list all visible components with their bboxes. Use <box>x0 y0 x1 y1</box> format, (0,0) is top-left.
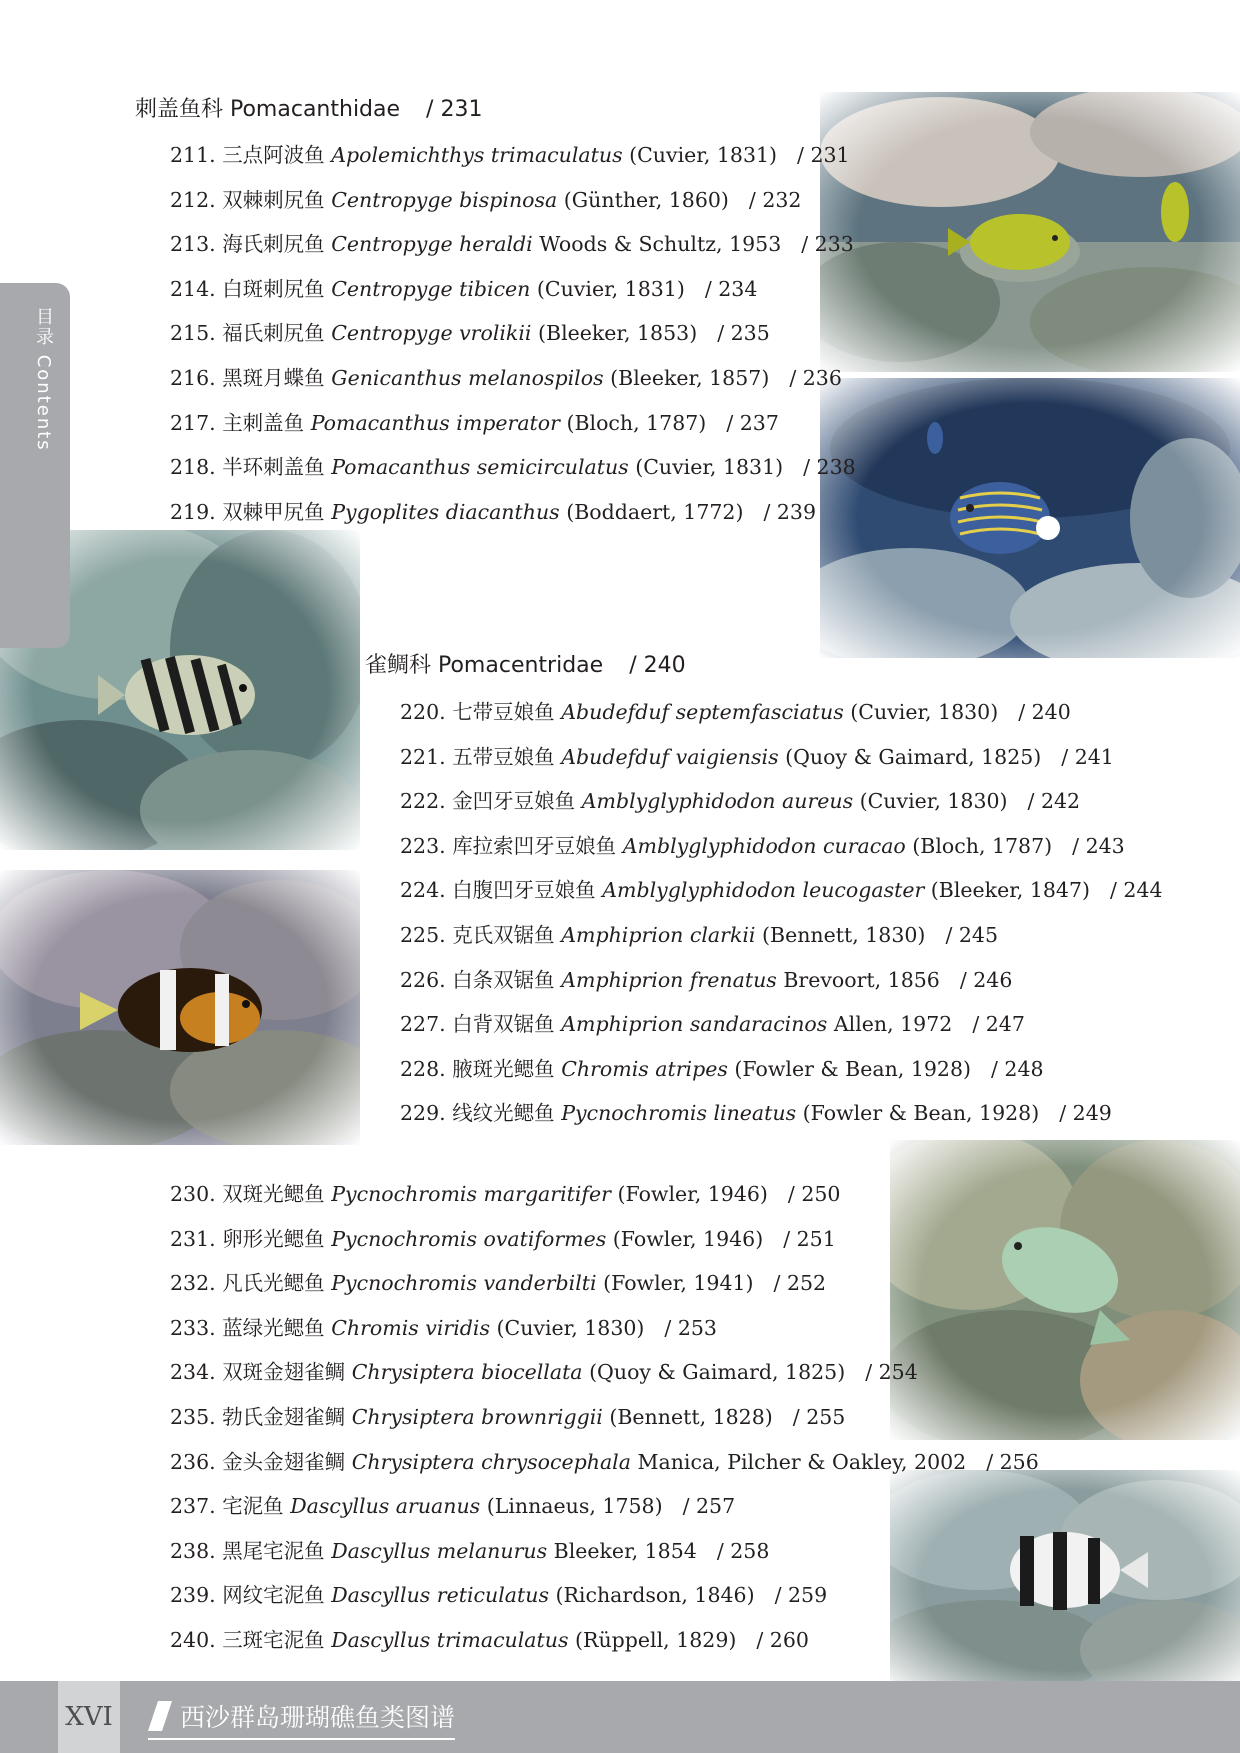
entry-number: 214. <box>170 276 216 301</box>
entry-author: (Cuvier, 1830) <box>859 789 1008 814</box>
entry-page: / 243 <box>1072 833 1125 858</box>
entry-chinese-name: 蓝绿光鳃鱼 <box>222 1315 325 1340</box>
toc-entry[interactable] <box>400 1047 1163 1092</box>
toc-entry[interactable] <box>170 1529 1039 1574</box>
entry-author: Woods & Schultz, 1953 <box>539 232 782 257</box>
entry-scientific-name: Centropyge bispinosa <box>331 187 558 212</box>
entry-page: / 253 <box>664 1315 717 1340</box>
entry-chinese-name: 双棘刺尻鱼 <box>222 187 325 212</box>
entry-scientific-name: Pycnochromis margaritifer <box>331 1182 611 1206</box>
entry-author: (Boddaert, 1772) <box>566 499 744 524</box>
entry-scientific-name: Abudefduf vaigiensis <box>561 744 779 769</box>
toc-entry[interactable] <box>400 735 1163 780</box>
family-name: 雀鲷科 Pomacentridae <box>365 653 604 678</box>
entry-page: / 248 <box>991 1056 1044 1081</box>
entry-number: 228. <box>400 1056 446 1081</box>
entry-number: 239. <box>170 1583 216 1608</box>
entry-chinese-name: 三点阿波鱼 <box>222 143 325 167</box>
entry-chinese-name: 双斑金翅雀鲷 <box>222 1360 346 1385</box>
entry-scientific-name: Pygoplites diacanthus <box>331 499 560 524</box>
family-heading-pomacentridae <box>365 648 686 679</box>
toc-entry[interactable] <box>170 133 856 178</box>
entry-author: (Fowler & Bean, 1928) <box>802 1101 1040 1126</box>
entry-chinese-name: 主刺盖鱼 <box>222 410 305 435</box>
entry-scientific-name: Amphiprion sandaracinos <box>561 1012 828 1037</box>
entry-scientific-name: Centropyge heraldi <box>331 232 533 257</box>
entry-author: (Fowler, 1946) <box>617 1182 768 1206</box>
entry-scientific-name: Amblyglyphidodon leucogaster <box>602 878 925 903</box>
entry-scientific-name: Amblyglyphidodon curacao <box>622 833 906 858</box>
entry-scientific-name: Chromis atripes <box>561 1056 728 1081</box>
toc-entry[interactable] <box>400 958 1163 1003</box>
entry-page: / 239 <box>763 499 817 524</box>
toc-entry[interactable] <box>170 1306 1039 1351</box>
entry-scientific-name: Centropyge vrolikii <box>331 321 532 346</box>
entry-scientific-name: Abudefduf septemfasciatus <box>561 700 844 724</box>
entry-author: Brevoort, 1856 <box>783 967 940 992</box>
entry-page: / 232 <box>748 187 802 212</box>
entry-chinese-name: 线纹光鳃鱼 <box>452 1101 555 1126</box>
entry-page: / 251 <box>783 1226 836 1251</box>
toc-entry[interactable] <box>170 1618 1039 1663</box>
toc-entry[interactable] <box>170 356 856 401</box>
entry-scientific-name: Chrysiptera chrysocephala <box>351 1449 631 1474</box>
toc-entry[interactable] <box>170 1440 1039 1485</box>
entry-scientific-name: Amblyglyphidodon aureus <box>581 789 854 814</box>
entry-number: 219. <box>170 499 216 524</box>
toc-entry[interactable] <box>170 1484 1039 1529</box>
entry-page: / 231 <box>797 143 850 167</box>
entry-number: 211. <box>170 143 216 167</box>
entry-chinese-name: 五带豆娘鱼 <box>452 744 555 769</box>
photo-clownfish <box>0 870 360 1145</box>
entry-number: 217. <box>170 410 216 435</box>
entry-chinese-name: 凡氏光鳃鱼 <box>222 1271 325 1296</box>
entry-author: (Günther, 1860) <box>563 187 729 212</box>
entry-number: 236. <box>170 1449 216 1474</box>
family-name: 刺盖鱼科 Pomacanthidae <box>135 97 401 122</box>
entry-author: (Fowler, 1946) <box>612 1226 764 1251</box>
entry-scientific-name: Pomacanthus semicirculatus <box>331 455 629 480</box>
entry-page: / 258 <box>716 1538 770 1563</box>
book-title <box>148 1696 455 1740</box>
family-page: / 240 <box>629 653 686 678</box>
entry-author: (Bennett, 1830) <box>762 922 926 947</box>
entry-chinese-name: 金头金翅雀鲷 <box>222 1449 346 1474</box>
entry-number: 232. <box>170 1271 216 1296</box>
entry-scientific-name: Chromis viridis <box>331 1315 490 1340</box>
entry-number: 218. <box>170 455 216 480</box>
entry-chinese-name: 双斑光鳃鱼 <box>222 1182 325 1206</box>
entry-number: 231. <box>170 1226 216 1251</box>
entry-chinese-name: 腋斑光鳃鱼 <box>452 1056 555 1081</box>
entry-author: (Bleeker, 1847) <box>930 878 1090 903</box>
book-title-text: 西沙群岛珊瑚礁鱼类图谱 <box>180 1703 456 1732</box>
contents-side-tab <box>0 283 70 648</box>
entry-scientific-name: Pomacanthus imperator <box>310 410 560 435</box>
entry-page: / 240 <box>1018 700 1071 724</box>
toc-entry[interactable] <box>170 311 856 356</box>
entry-author: (Bloch, 1787) <box>566 410 707 435</box>
entry-page: / 233 <box>801 232 854 257</box>
family-heading-pomacanthidae <box>135 92 482 123</box>
entry-page: / 244 <box>1109 878 1163 903</box>
entry-author: (Richardson, 1846) <box>555 1583 755 1608</box>
entry-author: (Quoy & Gaimard, 1825) <box>785 744 1042 769</box>
entry-page: / 245 <box>945 922 998 947</box>
toc-entry[interactable] <box>170 1395 1039 1440</box>
toc-entry[interactable] <box>400 868 1163 913</box>
toc-entry[interactable] <box>170 267 856 312</box>
entry-page: / 259 <box>774 1583 828 1608</box>
toc-entry[interactable] <box>170 1350 1039 1395</box>
entry-scientific-name: Apolemichthys trimaculatus <box>331 143 623 167</box>
entry-number: 215. <box>170 321 216 346</box>
entry-author: (Bloch, 1787) <box>912 833 1053 858</box>
entry-chinese-name: 七带豆娘鱼 <box>452 700 555 724</box>
entry-page: / 249 <box>1059 1101 1112 1126</box>
entry-scientific-name: Chrysiptera biocellata <box>351 1360 583 1385</box>
entry-chinese-name: 双棘甲尻鱼 <box>222 499 325 524</box>
entry-scientific-name: Amphiprion clarkii <box>561 922 756 947</box>
entry-number: 233. <box>170 1315 216 1340</box>
page-folio: XVI <box>58 1681 120 1753</box>
entry-page: / 260 <box>756 1627 809 1652</box>
entry-chinese-name: 白腹凹牙豆娘鱼 <box>452 878 596 903</box>
entry-page: / 252 <box>773 1271 827 1296</box>
toc-entry[interactable] <box>400 690 1163 735</box>
entry-chinese-name: 网纹宅泥鱼 <box>222 1583 325 1608</box>
entry-chinese-name: 白斑刺尻鱼 <box>222 276 325 301</box>
toc-entry[interactable] <box>170 1573 1039 1618</box>
entry-number: 237. <box>170 1494 216 1519</box>
toc-entry[interactable] <box>170 1261 1039 1306</box>
photo-emperor-angelfish <box>820 378 1240 658</box>
entry-number: 230. <box>170 1182 216 1206</box>
entry-author: (Bennett, 1828) <box>609 1404 773 1429</box>
entry-chinese-name: 黑尾宅泥鱼 <box>222 1538 325 1563</box>
entry-author: (Cuvier, 1831) <box>635 455 784 480</box>
entry-number: 229. <box>400 1101 446 1126</box>
entry-scientific-name: Pycnochromis ovatiformes <box>331 1226 607 1251</box>
entry-number: 238. <box>170 1538 216 1563</box>
toc-entry[interactable] <box>170 445 856 490</box>
entry-author: (Cuvier, 1831) <box>629 143 778 167</box>
entry-page: / 236 <box>789 365 842 390</box>
entry-scientific-name: Dascyllus aruanus <box>290 1494 481 1519</box>
entry-author: (Bleeker, 1857) <box>610 365 770 390</box>
slash-mark-icon <box>148 1701 172 1731</box>
entry-page: / 247 <box>972 1012 1025 1037</box>
entry-chinese-name: 库拉索凹牙豆娘鱼 <box>452 833 617 858</box>
entry-author: (Cuvier, 1830) <box>496 1315 645 1340</box>
side-tab-label: 目录 Contents <box>33 307 54 452</box>
entry-number: 240. <box>170 1627 216 1652</box>
entry-number: 220. <box>400 700 446 724</box>
entry-page: / 238 <box>803 455 856 480</box>
entry-chinese-name: 白条双锯鱼 <box>452 967 555 992</box>
entry-page: / 256 <box>986 1449 1039 1474</box>
entry-number: 226. <box>400 967 446 992</box>
entry-scientific-name: Pycnochromis vanderbilti <box>331 1271 597 1296</box>
toc-entry[interactable] <box>170 222 856 267</box>
toc-entry[interactable] <box>170 178 856 223</box>
toc-entry[interactable] <box>400 913 1163 958</box>
entry-number: 227. <box>400 1012 446 1037</box>
entry-scientific-name: Genicanthus melanospilos <box>331 365 604 390</box>
entry-number: 225. <box>400 922 446 947</box>
entry-chinese-name: 白背双锯鱼 <box>452 1012 555 1037</box>
toc-entry[interactable] <box>170 1172 1039 1217</box>
entry-chinese-name: 海氏刺尻鱼 <box>222 232 325 257</box>
family-page: / 231 <box>426 97 483 122</box>
toc-entry[interactable] <box>400 824 1163 869</box>
entry-number: 221. <box>400 744 446 769</box>
toc-entry[interactable] <box>400 779 1163 824</box>
entry-chinese-name: 黑斑月蝶鱼 <box>222 365 325 390</box>
entry-author: Bleeker, 1854 <box>553 1538 697 1563</box>
entry-page: / 237 <box>726 410 779 435</box>
entry-number: 235. <box>170 1404 216 1429</box>
entry-scientific-name: Chrysiptera brownriggii <box>351 1404 603 1429</box>
entry-number: 222. <box>400 789 446 814</box>
entry-author: (Cuvier, 1831) <box>536 276 685 301</box>
entry-scientific-name: Pycnochromis lineatus <box>561 1101 797 1126</box>
entry-page: / 241 <box>1061 744 1114 769</box>
entry-page: / 242 <box>1027 789 1081 814</box>
entry-page: / 250 <box>787 1182 841 1206</box>
entry-chinese-name: 勃氏金翅雀鲷 <box>222 1404 346 1429</box>
entry-author: (Cuvier, 1830) <box>850 700 999 724</box>
entry-author: (Quoy & Gaimard, 1825) <box>589 1360 846 1385</box>
species-list-pomacanthidae <box>170 133 856 534</box>
entry-page: / 246 <box>959 967 1013 992</box>
toc-entry[interactable] <box>400 1091 1163 1136</box>
photo-yellow-angelfish <box>820 92 1240 372</box>
entry-author: Manica, Pilcher & Oakley, 2002 <box>637 1449 967 1474</box>
toc-entry[interactable] <box>400 1002 1163 1047</box>
entry-scientific-name: Dascyllus reticulatus <box>331 1583 549 1608</box>
toc-entry[interactable] <box>170 401 856 446</box>
entry-page: / 254 <box>865 1360 918 1385</box>
entry-chinese-name: 福氏刺尻鱼 <box>222 321 325 346</box>
entry-page: / 257 <box>682 1494 736 1519</box>
entry-author: (Fowler, 1941) <box>603 1271 754 1296</box>
entry-author: (Rüppell, 1829) <box>575 1627 737 1652</box>
entry-author: (Fowler & Bean, 1928) <box>734 1056 971 1081</box>
entry-author: Allen, 1972 <box>833 1012 953 1037</box>
toc-entry[interactable] <box>170 490 856 535</box>
entry-scientific-name: Dascyllus melanurus <box>331 1538 548 1563</box>
entry-page: / 235 <box>717 321 770 346</box>
entry-number: 213. <box>170 232 216 257</box>
entry-author: (Linnaeus, 1758) <box>486 1494 663 1519</box>
entry-number: 223. <box>400 833 446 858</box>
entry-chinese-name: 半环刺盖鱼 <box>222 455 325 480</box>
species-list-pomacentridae-continued <box>170 1172 1039 1663</box>
toc-entry[interactable] <box>170 1217 1039 1262</box>
entry-chinese-name: 卵形光鳃鱼 <box>222 1226 325 1251</box>
entry-chinese-name: 三斑宅泥鱼 <box>222 1627 325 1652</box>
entry-number: 224. <box>400 878 446 903</box>
species-list-pomacentridae <box>400 690 1163 1136</box>
entry-chinese-name: 宅泥鱼 <box>222 1494 284 1519</box>
entry-chinese-name: 克氏双锯鱼 <box>452 922 555 947</box>
entry-number: 212. <box>170 187 216 212</box>
entry-chinese-name: 金凹牙豆娘鱼 <box>452 789 576 814</box>
entry-page: / 255 <box>792 1404 846 1429</box>
entry-page: / 234 <box>704 276 758 301</box>
entry-scientific-name: Amphiprion frenatus <box>561 967 777 992</box>
entry-scientific-name: Centropyge tibicen <box>331 276 531 301</box>
entry-scientific-name: Dascyllus trimaculatus <box>331 1627 569 1652</box>
entry-number: 216. <box>170 365 216 390</box>
entry-author: (Bleeker, 1853) <box>538 321 698 346</box>
entry-number: 234. <box>170 1360 216 1385</box>
